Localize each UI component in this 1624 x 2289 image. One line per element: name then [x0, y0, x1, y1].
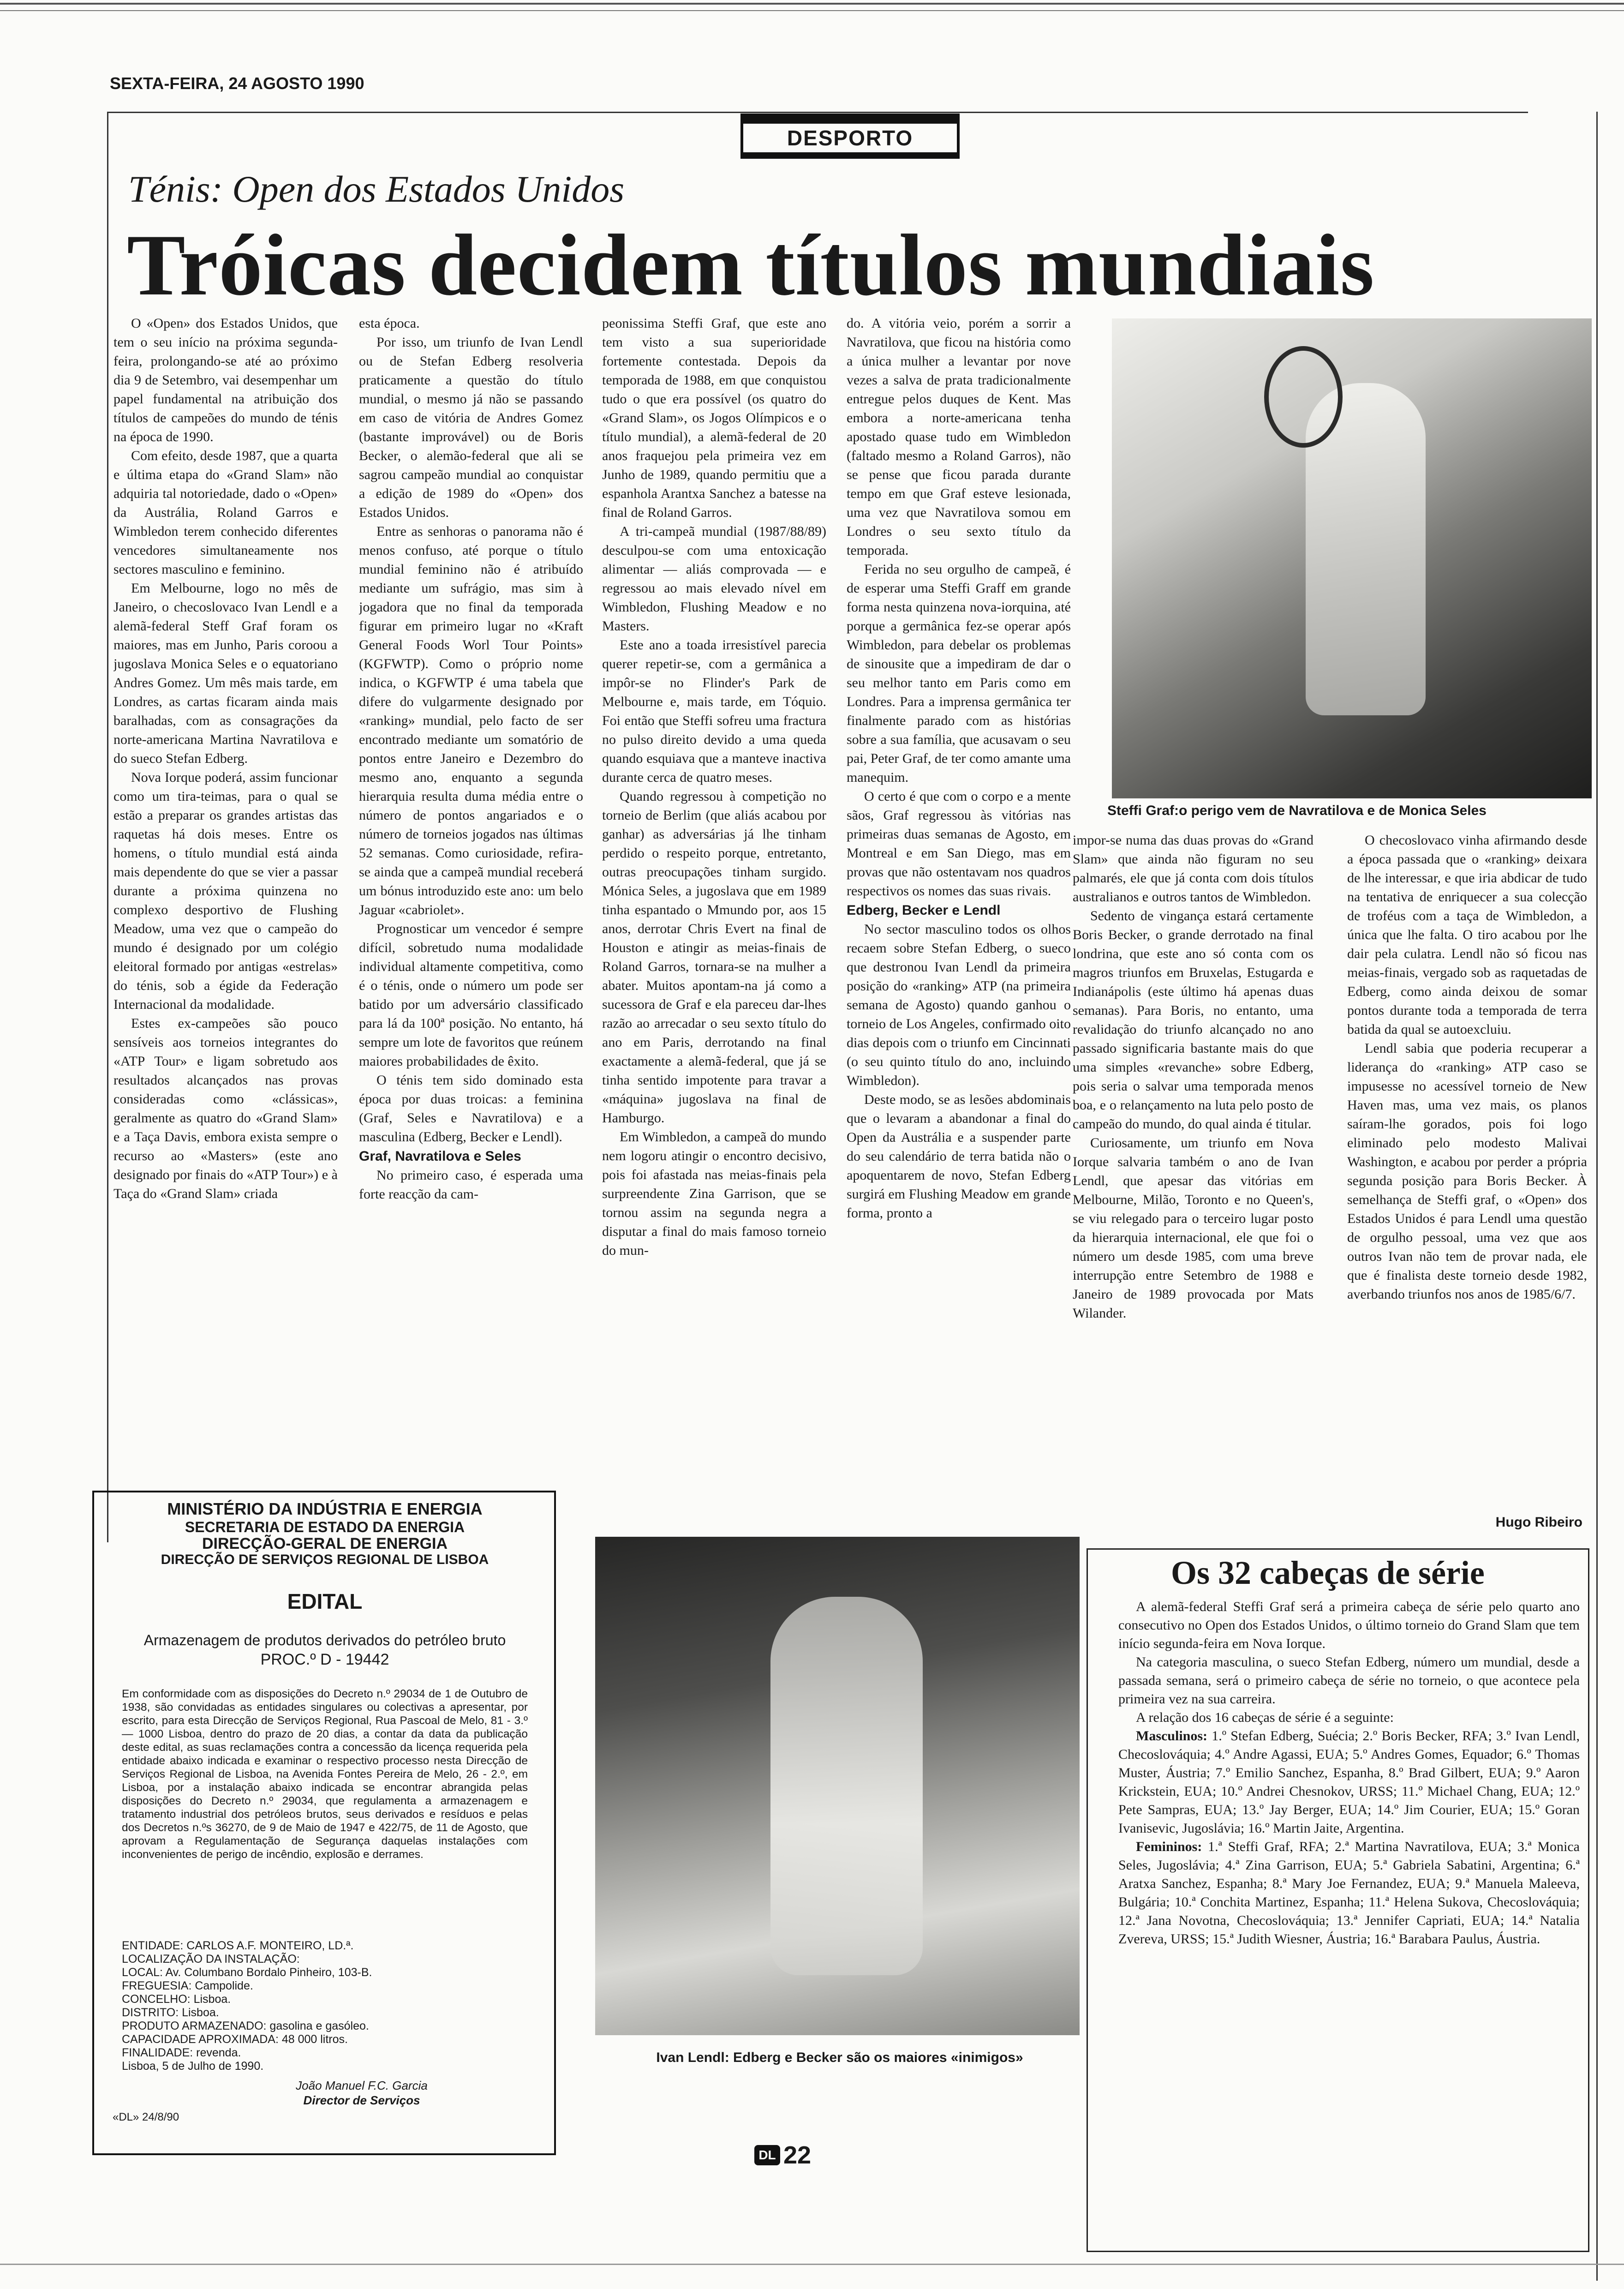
paragraph: Por isso, um triunfo de Ivan Lendl ou de Stefan Edberg resolveria praticamente a questão do título mundial, o mesmo já não se passando em caso de vitória de Andres Gomez (bastante improvável) ou de Boris Becker, o alemão-federal que ali se sagrou campeão mundial ao conquistar a edição de 1989 do «Open» dos Estados Unidos. [359, 335, 583, 520]
paragraph: Em Wimbledon, a campeã do mundo nem logoru atingir o encontro decisivo, pois foi afastada nas meias-finais pela surpreendente Zina Garrison, que se tornou assim na segunda negra a disputar a final do mais famoso torneio do mun- [602, 1129, 826, 1258]
photo-ivan-lendl [595, 1537, 1080, 2035]
paragraph: A tri-campeã mundial (1987/88/89) desculpou-se com uma entoxicação alimentar — aliás comprovada — e regressou ao mais elevado nível em Wimbledon, Flushing Meadow e no Masters. [602, 524, 826, 634]
photo-steffi-graf [1112, 318, 1592, 798]
edital-directorate: DIRECÇÃO-GERAL DE ENERGIA [202, 1535, 448, 1552]
paragraph: esta época. [359, 316, 420, 331]
article-column-6 [1347, 831, 1587, 1509]
frame-left-rule [107, 112, 108, 1542]
women-seeds: 1.ª Steffi Graf, RFA; 2.ª Martina Navratilova, EUA; 3.ª Monica Seles, Jugoslávia; 4.ª Zina Garrison, EUA; 5.ª Gabriela Sabatini, Argentina; 6.ª Aratxa Sanchez, Espanha; 8.ª Mary Joe Fernandez, EUA; 9.ª Manuela Maleeva, Bulgária; 10.ª Conchita Martinez, Espanha; 11.ª Helena Sukova, Checoslováquia; 12.ª Jana Novotna, Checoslováquia; 13.ª Jennifer Capriati, EUA; 14.ª Natalia Zvereva, URSS; 15.ª Judith Wiesner, Áustria; 16.ª Barabara Paulus, Áustria. [1118, 1839, 1580, 1947]
edital-detail: DISTRITO: Lisboa. [122, 2006, 219, 2019]
paragraph: Este ano a toada irresistível parecia querer repetir-se, com a germânica a impôr-se no Flinder's Park de Melbourne e, mais tarde, em Tóquio. Foi então que Steffi sofreu uma fractura no pulso direito devido a uma queda quando esquiava que a manteve inactiva durante cerca de quatro meses. [602, 637, 826, 785]
paragraph: Entre as senhoras o panorama não é menos confuso, até porque o título mundial feminino não é atribuído mediante um sufrágio, mas sim à jogadora que no final da temporada figurar em primeiro lugar no «Kraft General Foods Worl Tour Points» (KGFWTP). Como o próprio nome indica, o KGFWTP é uma tabela que difere do vulgarmente designado por «ranking» mundial, pelo facto de ser encontrado mediante um somatório de pontos entre Janeiro e Dezembro do mesmo ano, enquanto a segunda hierarquia resulta duma média entre o número de pontos angariados e o número de torneios jogados nas últimas 52 semanas. Como curiosidade, refira-se ainda que a campeã mundial receberá um bónus introduzido este ano: um belo Jaguar «cabriolet». [359, 524, 583, 917]
top-rule-thin [0, 10, 1624, 11]
issue-date: SEXTA-FEIRA, 24 AGOSTO 1990 [110, 74, 364, 93]
article-column-2 [359, 314, 583, 1532]
edital-detail: PRODUTO ARMAZENADO: gasolina e gasóleo. [122, 2019, 369, 2032]
logo-text: DL [758, 2148, 776, 2162]
paragraph: O ténis tem sido dominado esta época por duas troicas: a feminina (Graf, Seles e Navratilova) e a masculina (Edberg, Becker e Lendl). [359, 1073, 583, 1144]
paragraph: Ferida no seu orgulho de campeã, é de esperar uma Steffi Graff em grande forma nesta quinzena nova-iorquina, até porque a germânica fez-se operar após Wimbledon, para debelar os problemas de sinousite que a impediram de dar o seu melhor tanto em Paris como em Londres. Para a imprensa germânica ter finalmente parado com as histórias sobre a sua família, que acusavam o seu pai, Peter Graf, de ter como amante uma manequim. [847, 562, 1071, 785]
article-column-4 [847, 314, 1071, 1532]
racket-shape [1264, 346, 1343, 448]
edital-service: DIRECÇÃO DE SERVIÇOS REGIONAL DE LISBOA [161, 1552, 489, 1567]
paragraph: Estes ex-campeões são pouco sensíveis aos torneios integrantes do «ATP Tour» e ligam sobretudo aos resultados alcançados nas provas consideradas como «clássicas», geralmente as quatro do «Grand Slam» e a Taça Davis, embora exista sempre o recurso ao «Masters» (este ano designado por finais do «ATP Tour») e à Taça do «Grand Slam» criada [113, 1016, 338, 1201]
edital-detail: CAPACIDADE APROXIMADA: 48 000 litros. [122, 2033, 348, 2046]
player-figure [770, 1597, 923, 1975]
subheading: Edberg, Becker e Lendl [847, 903, 1001, 918]
edital-body: Em conformidade com as disposições do Decreto n.º 29034 de 1 de Outubro de 1938, são convidadas as entidades singulares ou colectivas a apresentar, por escrito, para esta Direcção de Serviços Regional, Rua Pascoal de Melo, 81 - 3.º — 1000 Lisboa, dentro do prazo de 20 dias, a contar da data da publicação deste edital, as suas reclamações contra a concessão da licença requerida pela entidade abaixo indicada e examinar o respectivo processo nesta Direcção de Serviços Regional de Lisboa, na Avenida Fontes Pereira de Melo, 26 - 2.º, em Lisboa, por a instalação abaixo indicada se encontrar abrangida pelas disposições do Decreto n.º 29034, que regulamenta a armazenagem e tratamento industrial dos petróleos brutos, seus derivados e resíduos e pelas dos Decretos n.ºs 36270, de 9 de Maio de 1947 e 422/75, de 11 de Agosto, que aprovam a Regulamentação de Segurança daquelas instalações com inconvenientes de perigo de incêndio, explosão e derrames. [122, 1688, 528, 1861]
subheading: Graf, Navratilova e Seles [359, 1149, 521, 1164]
paragraph: No sector masculino todos os olhos recaem sobre Stefan Edberg, o sueco que destronou Ivan Lendl da primeira posição do «ranking» ATP (na primeira semana de Agosto) quando ganhou o torneio de Los Angeles, confirmado oito dias depois com o triunfo em Cincinnati (o seu quinto título do ano, incluindo Wimbledon). [847, 922, 1071, 1088]
section-label: DESPORTO [787, 126, 914, 150]
paragraph: Em Melbourne, logo no mês de Janeiro, o checoslovaco Ivan Lendl e a alemã-federal Steff Graf foram os maiores, mas em Junho, Paris coroou a jugoslava Monica Seles e o equatoriano Andres Gomez. Um mês mais tarde, em Londres, as cartas ficaram ainda mais baralhadas, com as consagrações da norte-americana Martina Navratilova e do sueco Stefan Edberg. [113, 581, 338, 766]
edital-signer: João Manuel F.C. Garcia [296, 2079, 428, 2092]
paragraph: A alemã-federal Steffi Graf será a primeira cabeça de série pelo quarto ano consecutivo no Open dos Estados Unidos, o último torneio do Grand Slam que tem início segunda-feira em Nova Iorque. [1118, 1599, 1580, 1651]
edital-detail: LOCAL: Av. Columbano Bordalo Pinheiro, 103-B. [122, 1966, 372, 1979]
seeds-text [1118, 1598, 1580, 2248]
edital-details [122, 1939, 528, 2073]
paragraph: Com efeito, desde 1987, que a quarta e última etapa do «Grand Slam» não adquiria tal notoriedade, dado o «Open» da Austrália, Roland Garros e Wimbledon terem conhecido diferentes vencedores simultaneamente nos sectores masculino e feminino. [113, 448, 338, 577]
photo-caption-bottom: Ivan Lendl: Edberg e Becker são os maiores «inimigos» [656, 2050, 1023, 2065]
page-number: 22 [783, 2141, 812, 2169]
kicker: Ténis: Open dos Estados Unidos [128, 168, 625, 210]
paragraph: A relação dos 16 cabeças de série é a seguinte: [1136, 1710, 1394, 1725]
top-rule [0, 3, 1624, 5]
men-label: Masculinos: [1136, 1728, 1208, 1744]
edital-proc: PROC.º D - 19442 [260, 1651, 389, 1668]
article-column-3 [602, 314, 826, 1532]
paragraph: peonissima Steffi Graf, que este ano tem visto a sua superioridade fortemente contestada. Depois da temporada de 1988, em que conquistou tudo o que era possível (os quatro do «Grand Slam», os Jogos Olímpicos e o título mundial), a alemã-federal de 20 anos fraquejou pela primeira vez em Junho de 1989, quando permitiu que a espanhola Arantxa Sanchez a batesse na final de Roland Garros. [602, 316, 826, 520]
edital-detail: CONCELHO: Lisboa. [122, 1993, 231, 2006]
edital-secretariat: SECRETARIA DE ESTADO DA ENERGIA [185, 1519, 465, 1535]
edital-subject: Armazenagem de produtos derivados do petróleo bruto [143, 1632, 506, 1648]
paragraph [1118, 1838, 1580, 1948]
paragraph: impor-se numa das duas provas do «Grand Slam» que ainda não figuram no seu palmarés, ele que já conta com dois títulos australianos e outros tantos de Wimbledon. [1073, 833, 1314, 905]
men-seeds: 1.º Stefan Edberg, Suécia; 2.º Boris Becker, RFA; 3.º Ivan Lendl, Checoslováquia; 4.º Andre Agassi, EUA; 5.º Andres Gomes, Equador; 6.º Thomas Muster, Áustria; 7.º Emilio Sanchez, Espanha, 8.º Brad Gilbert, EUA; 9.º Aaron Krickstein, EUA; 10.º Andrei Chesnokov, URSS; 11.º Michael Chang, EUA; 12.º Pete Sampras, EUA; 13.º Jay Berger, EUA; 14.º Jim Courier, EUA; 15.º Goran Ivanisevic, Jugoslávia; 16.º Martin Jaite, Argentina. [1118, 1728, 1580, 1836]
seeds-title: Os 32 cabeças de série [1171, 1554, 1485, 1591]
edital-detail: LOCALIZAÇÃO DA INSTALAÇÃO: [122, 1953, 300, 1965]
paragraph: Na categoria masculina, o sueco Stefan Edberg, número um mundial, desde a passada semana, será o primeiro cabeça de série no torneio, o que acontece pela primeira vez na sua carreira. [1118, 1654, 1580, 1707]
section-badge [740, 114, 960, 159]
edital-detail: Lisboa, 5 de Julho de 1990. [122, 2060, 264, 2073]
edital-title: EDITAL [287, 1589, 363, 1613]
paragraph: O certo é que com o corpo e a mente sãos, Graf regressou às vitórias nas primeiras duas semanas de Agosto, em Montreal e em San Diego, mas em provas que não ostentavam nos quadros respectivos os nomes das suas rivais. [847, 789, 1071, 899]
paragraph: Deste modo, se as lesões abdominais que o levaram a abandonar a final do Open da Austrália e a suspender parte do seu calendário de terra batida não o apoquentarem de novo, Stefan Edberg surgirá em Flushing Meadow em grande forma, pronto a [847, 1092, 1071, 1221]
byline: Hugo Ribeiro [1495, 1515, 1582, 1530]
paragraph: No primeiro caso, é esperada uma forte reacção da cam- [359, 1168, 583, 1202]
paragraph: Prognosticar um vencedor é sempre difícil, sobretudo numa modalidade individual altamente competitiva, como é o ténis, onde o número um pode ser batido por um adversário classificado para lá da 100ª posição. No entanto, há sempre um lote de favoritos que reúnem maiores probabilidades de êxito. [359, 921, 583, 1069]
women-label: Femininos: [1136, 1839, 1202, 1854]
paragraph: O checoslovaco vinha afirmando desde a época passada que o «ranking» deixara de lhe interessar, e que iria abdicar de tudo na tentativa de enriquecer a sua colecção de troféus com a taça de Wimbledon, a única que lhe falta. O tiro acabou por lhe dair pela culatra. Lendl não só ficou nas meias-finais, vergado sob as raquetadas de Edberg, como ainda deixou de somar pontos durante toda a temporada de terra batida da qual se autoexcluiu. [1347, 833, 1587, 1037]
bottom-rule [0, 2264, 1624, 2265]
photo-caption-top: Steffi Graf:o perigo vem de Navratilova e de Monica Seles [1107, 803, 1487, 818]
paragraph: Sedento de vingança estará certamente Boris Becker, o grande derrotado na final londrina, que este ano só conta com os magros triunfos em Bruxelas, Estugarda e Indianápolis (este último há apenas duas semanas). Para Boris, no entanto, uma revalidação do triunfo alcançado no ano passado significaria bastante mais do que uma simples «revanche» sobre Edberg, pois seria o salvar uma temporada menos boa, e o relançamento na luta pelo posto de campeão do mundo, do qual ainda é titular. [1073, 908, 1314, 1132]
footer-logo [754, 2145, 780, 2165]
paragraph: Quando regressou à competição no torneio de Berlim (que aliás acabou por ganhar) as adversárias já lhe tinham perdido o respeito porque, entretanto, outras preocupações tinham surgido. Mónica Seles, a jugoslava que em 1989 tinha espantado o Mmundo por, aos 15 anos, derrotar Chris Evert na final de Houston e atingir as meias-finais de Roland Garros, tornara-se na mulher a abater. Muitos apontam-na já como a sucessora de Graf e ela pareceu dar-lhes razão ao arrecadar o seu sexto título do ano em Paris, derrotando na final exactamente a alemã-federal, que já se tinha sentido impotente para travar a «máquina» jugoslava na final de Hamburgo. [602, 789, 826, 1126]
paragraph [1118, 1727, 1580, 1838]
article-column-5 [1073, 831, 1314, 1532]
paragraph: Curiosamente, um triunfo em Nova Iorque salvaria também o ano de Ivan Lendl, que apesar das vitórias em Melbourne, Milão, Toronto e no Queen's, se viu relegado para o terceiro lugar posto da hierarquia internacional, ele que foi o número um desde 1985, com uma breve interrupção entre Setembro de 1988 e Janeiro de 1989 provocada por Mats Wilander. [1073, 1135, 1314, 1321]
paragraph: Lendl sabia que poderia recuperar a liderança do «ranking» ATP caso se impusesse no acessível torneio de New Haven mas, uma vez mais, os planos saíram-lhe gorados, pois foi logo eliminado pelo modesto Malivai Washington, e acabou por perder a própria segunda posição para Boris Becker. À semelhança de Steffi graf, o «Open» dos Estados Unidos é para Lendl uma questão de orgulho pessoal, uma vez que aos outros Ivan não tem de provar nada, ele que é finalista deste torneio desde 1982, averbando triunfos nos anos de 1985/6/7. [1347, 1041, 1587, 1302]
edital-ref: «DL» 24/8/90 [113, 2111, 179, 2123]
headline: Tróicas decidem títulos mundiais [127, 217, 1375, 314]
edital-signer-title: Director de Serviços [303, 2093, 420, 2107]
article-column-1 [113, 314, 338, 1532]
paragraph: do. A vitória veio, porém a sorrir a Navratilova, que ficou na história como a única mulher a levantar por nove vezes a salva de prata tradicionalmente entregue pelos duques de Kent. Mas embora a norte-americana tenha apostado quase tudo em Wimbledon (faltado mesmo a Roland Garros), não se pense que ficou parada durante tempo em que Graf esteve lesionada, uma vez que Navratilova somou em Londres o seu sexto título da temporada. [847, 316, 1071, 558]
edital-ministry: MINISTÉRIO DA INDÚSTRIA E ENERGIA [167, 1499, 483, 1518]
edital-detail: FREGUESIA: Campolide. [122, 1979, 253, 1992]
seeds-box [1087, 1548, 1589, 2252]
paragraph: Nova Iorque poderá, assim funcionar como um tira-teimas, para o qual se estão a preparar os grandes artistas das raquetas há dois meses. Entre os homens, o título mundial está ainda mais dependente do que se vier a passar durante a próxima quinzena no complexo desportivo de Flushing Meadow, uma vez que o campeão do mundo é designado por um colégio eleitoral formado por antigas «estrelas» do ténis, sob a égide da Federação Internacional da modalidade. [113, 770, 338, 1012]
paragraph: O «Open» dos Estados Unidos, que tem o seu início na próxima segunda-feira, prolongando-se até ao próximo dia 9 de Setembro, vai desempenhar um papel fundamental na atribuição dos títulos de campeões do mundo de ténis na época de 1990. [113, 316, 338, 444]
frame-right-rule [1596, 112, 1598, 2281]
edital-notice [92, 1491, 556, 2155]
frame-top-rule [107, 112, 1528, 113]
edital-detail: FINALIDADE: revenda. [122, 2046, 241, 2059]
edital-detail: ENTIDADE: CARLOS A.F. MONTEIRO, LD.ª. [122, 1939, 354, 1952]
